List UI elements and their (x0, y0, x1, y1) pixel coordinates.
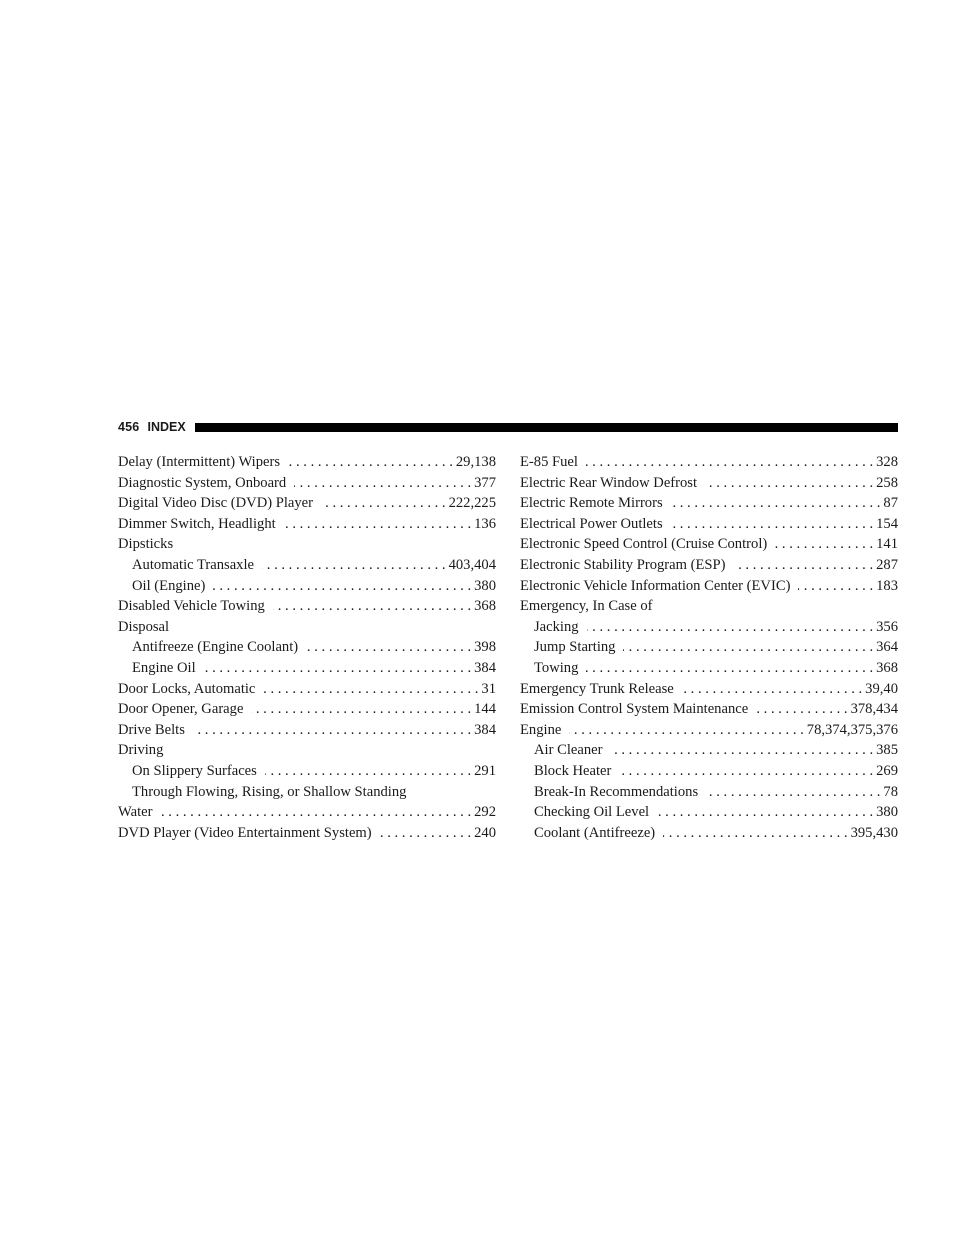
dot-leader (288, 452, 453, 473)
index-entry (118, 473, 496, 494)
dot-leader (213, 576, 471, 597)
entry-term: Antifreeze (Engine Coolant) (132, 639, 299, 656)
index-entry (118, 679, 496, 700)
dot-leader (682, 679, 862, 700)
dot-leader (263, 679, 478, 700)
index-subentry (520, 637, 898, 658)
index-entry (118, 596, 496, 617)
index-subentry (520, 782, 898, 803)
index-entry (520, 452, 898, 473)
entry-term: Through Flowing, Rising, or Shallow Standing (132, 783, 407, 800)
entry-term: Engine (520, 721, 562, 738)
dot-leader (623, 637, 873, 658)
dot-leader (204, 658, 471, 679)
index-subentry (520, 761, 898, 782)
index-subentry (118, 761, 496, 782)
entry-term: Electronic Vehicle Information Center (EVIC) (520, 577, 791, 594)
dot-leader (251, 699, 471, 720)
index-subentry (520, 740, 898, 761)
entry-term: Digital Video Disc (DVD) Player (118, 495, 314, 512)
entry-term: Automatic Transaxle (132, 556, 255, 573)
index-entry (520, 596, 898, 617)
dot-leader (380, 823, 471, 844)
dot-leader (569, 720, 803, 741)
entry-term: Electric Remote Mirrors (520, 495, 663, 512)
entry-page-reference: 78,374,375,376 (806, 721, 898, 738)
dot-leader (294, 473, 471, 494)
entry-term: DVD Player (Video Entertainment System) (118, 824, 372, 841)
entry-term: Dipsticks (118, 536, 174, 553)
dot-leader (160, 802, 471, 823)
entry-term: Electrical Power Outlets (520, 515, 663, 532)
index-entry (118, 720, 496, 741)
dot-leader (619, 761, 873, 782)
index-entry (520, 534, 898, 555)
page-header (118, 419, 898, 435)
entry-page-reference: 380 (474, 577, 496, 594)
section-title: INDEX (147, 420, 186, 434)
entry-term: Water (118, 804, 153, 821)
entry-page-reference: 384 (474, 659, 496, 676)
index-subentry (118, 555, 496, 576)
entry-term: E-85 Fuel (520, 454, 578, 470)
entry-page-reference: 292 (474, 804, 496, 821)
index-column-right (520, 452, 898, 843)
entry-term: Oil (Engine) (132, 577, 206, 594)
dot-leader (657, 802, 873, 823)
entry-term: Break-In Recommendations (534, 783, 699, 800)
entry-term: Emergency, In Case of (520, 598, 653, 615)
entry-term: Jump Starting (534, 639, 616, 656)
entry-page-reference: 368 (876, 659, 898, 676)
dot-leader (284, 514, 471, 535)
entry-page-reference: 29,138 (455, 454, 496, 470)
index-entry (520, 473, 898, 494)
entry-term: Door Opener, Garage (118, 701, 244, 718)
entry-term: Towing (534, 659, 579, 676)
entry-page-reference: 141 (876, 536, 898, 553)
index-entry (520, 576, 898, 597)
dot-leader (756, 699, 847, 720)
index-subentry (520, 823, 898, 844)
entry-page-reference: 269 (876, 762, 898, 779)
entry-page-reference: 291 (474, 762, 496, 779)
entry-page-reference: 328 (876, 454, 898, 470)
page-number: 456 (118, 420, 140, 434)
entry-page-reference: 222,225 (448, 495, 496, 512)
entry-term: Emission Control System Maintenance (520, 701, 749, 718)
dot-leader (798, 576, 873, 597)
dot-leader (265, 761, 471, 782)
entry-page-reference: 384 (474, 721, 496, 738)
index-entry (520, 514, 898, 535)
entry-term: Jacking (534, 618, 579, 635)
entry-page-reference: 87 (883, 495, 898, 512)
index-entry (520, 555, 898, 576)
header-rule (195, 423, 898, 432)
entry-term: Disabled Vehicle Towing (118, 598, 265, 615)
entry-term: Electronic Stability Program (ESP) (520, 556, 726, 573)
entry-term: Electric Rear Window Defrost (520, 474, 698, 491)
entry-term: Diagnostic System, Onboard (118, 474, 287, 491)
entry-page-reference: 39,40 (865, 680, 898, 697)
dot-leader (193, 720, 471, 741)
entry-term: Block Heater (534, 762, 612, 779)
entry-page-reference: 183 (876, 577, 898, 594)
entry-term: Driving (118, 742, 164, 759)
dot-leader (262, 555, 446, 576)
entry-page-reference: 31 (481, 680, 496, 697)
index-entry (118, 617, 496, 638)
index-entry (118, 802, 496, 823)
entry-page-reference: 385 (876, 742, 898, 759)
dot-leader (706, 782, 880, 803)
entry-page-reference: 240 (474, 824, 496, 841)
entry-term: Electronic Speed Control (Cruise Control) (520, 536, 768, 553)
index-entry (118, 514, 496, 535)
dot-leader (586, 452, 873, 473)
index-subentry (118, 637, 496, 658)
entry-term: Coolant (Antifreeze) (534, 824, 656, 841)
entry-term: Door Locks, Automatic (118, 680, 256, 697)
entry-page-reference: 154 (876, 515, 898, 532)
index-entry (118, 452, 496, 473)
dot-leader (610, 740, 873, 761)
entry-page-reference: 78 (883, 783, 898, 800)
index-entry (520, 493, 898, 514)
entry-page-reference: 287 (876, 556, 898, 573)
dot-leader (671, 493, 881, 514)
entry-term: Engine Oil (132, 659, 196, 676)
entry-page-reference: 368 (474, 598, 496, 615)
index-subentry (520, 658, 898, 679)
dot-leader (587, 617, 874, 638)
index-entry (118, 699, 496, 720)
entry-page-reference: 258 (876, 474, 898, 491)
entry-term: Drive Belts (118, 721, 185, 738)
entry-term: Disposal (118, 618, 170, 635)
index-entry (118, 534, 496, 555)
dot-leader (671, 514, 873, 535)
dot-leader (306, 637, 471, 658)
entry-page-reference: 144 (474, 701, 496, 718)
entry-page-reference: 380 (876, 804, 898, 821)
index-entry (118, 823, 496, 844)
entry-term: Delay (Intermittent) Wipers (118, 454, 281, 470)
index-subentry (118, 782, 496, 803)
dot-leader (586, 658, 873, 679)
index-entry (118, 493, 496, 514)
index-subentry (520, 802, 898, 823)
index-column-left (118, 452, 496, 843)
dot-leader (705, 473, 873, 494)
entry-term: Emergency Trunk Release (520, 680, 674, 697)
entry-page-reference: 364 (876, 639, 898, 656)
entry-term: Dimmer Switch, Headlight (118, 515, 276, 532)
index-subentry (118, 576, 496, 597)
index-entry (520, 679, 898, 700)
entry-term: On Slippery Surfaces (132, 762, 257, 779)
dot-leader (663, 823, 847, 844)
entry-page-reference: 377 (474, 474, 496, 491)
dot-leader (321, 493, 446, 514)
entry-page-reference: 378,434 (850, 701, 898, 718)
entry-page-reference: 356 (876, 618, 898, 635)
index-subentry (520, 617, 898, 638)
entry-term: Checking Oil Level (534, 804, 650, 821)
dot-leader (273, 596, 471, 617)
entry-term: Air Cleaner (534, 742, 603, 759)
entry-page-reference: 395,430 (850, 824, 898, 841)
index-entry (520, 720, 898, 741)
index-subentry (118, 658, 496, 679)
entry-page-reference: 403,404 (448, 556, 496, 573)
index-entry (118, 740, 496, 761)
entry-page-reference: 136 (474, 515, 496, 532)
dot-leader (734, 555, 874, 576)
entry-page-reference: 398 (474, 639, 496, 656)
index-entry (520, 699, 898, 720)
dot-leader (775, 534, 873, 555)
